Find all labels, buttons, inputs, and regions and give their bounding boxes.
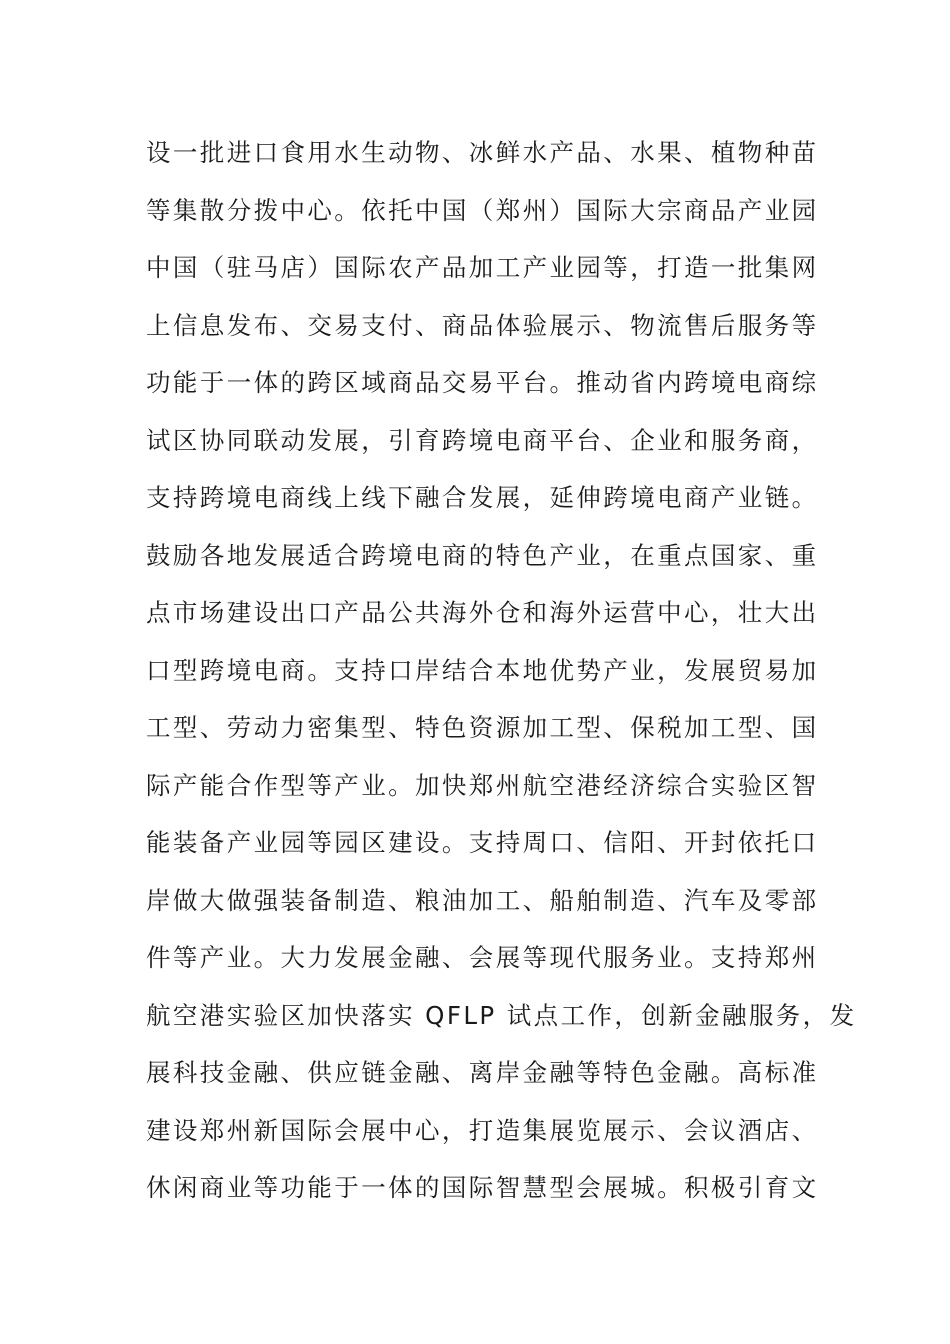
text-line: 工型、劳动力密集型、特色资源加工型、保税加工型、国 [146,713,819,742]
text-line: 鼓励各地发展适合跨境电商的特色产业，在重点国家、重 [146,540,819,570]
body-text [146,130,857,1223]
text-line: 点市场建设出口产品公共海外仓和海外运营中心，壮大出 [146,598,819,627]
text-line: 口型跨境电商。支持口岸结合本地优势产业，发展贸易加 [146,655,819,685]
text-line: 休闲商业等功能于一体的国际智慧型会展城。积极引育文 [146,1173,819,1202]
text-line: 功能于一体的跨区域商品交易平台。推动省内跨境电商综 [146,368,819,397]
text-line: 岸做大做强装备制造、粮油加工、船舶制造、汽车及零部 [146,885,819,915]
text-line: 能装备产业园等园区建设。支持周口、信阳、开封依托口 [146,828,819,857]
text-line: 等集散分拨中心。依托中国（郑州）国际大宗商品产业园 [146,195,819,225]
text-line: 际产能合作型等产业。加快郑州航空港经济综合实验区智 [146,770,819,800]
text-line: 件等产业。大力发展金融、会展等现代服务业。支持郑州 [146,943,819,972]
text-line: 建设郑州新国际会展中心，打造集展览展示、会议酒店、 [146,1115,819,1145]
text-line: 试区协同联动发展，引育跨境电商平台、企业和服务商， [146,425,819,455]
text-line: 中国（驻马店）国际农产品加工产业园等，打造一批集网 [146,253,819,282]
text-line: 设一批进口食用水生动物、冰鲜水产品、水果、植物种苗 [146,138,819,167]
text-line: 支持跨境电商线上线下融合发展，延伸跨境电商产业链。 [146,483,819,512]
text-line: 上信息发布、交易支付、商品体验展示、物流售后服务等 [146,310,819,340]
text-line: 展科技金融、供应链金融、离岸金融等特色金融。高标准 [146,1058,819,1087]
text-line: 航空港实验区加快落实 QFLP 试点工作，创新金融服务，发 [146,1000,857,1030]
